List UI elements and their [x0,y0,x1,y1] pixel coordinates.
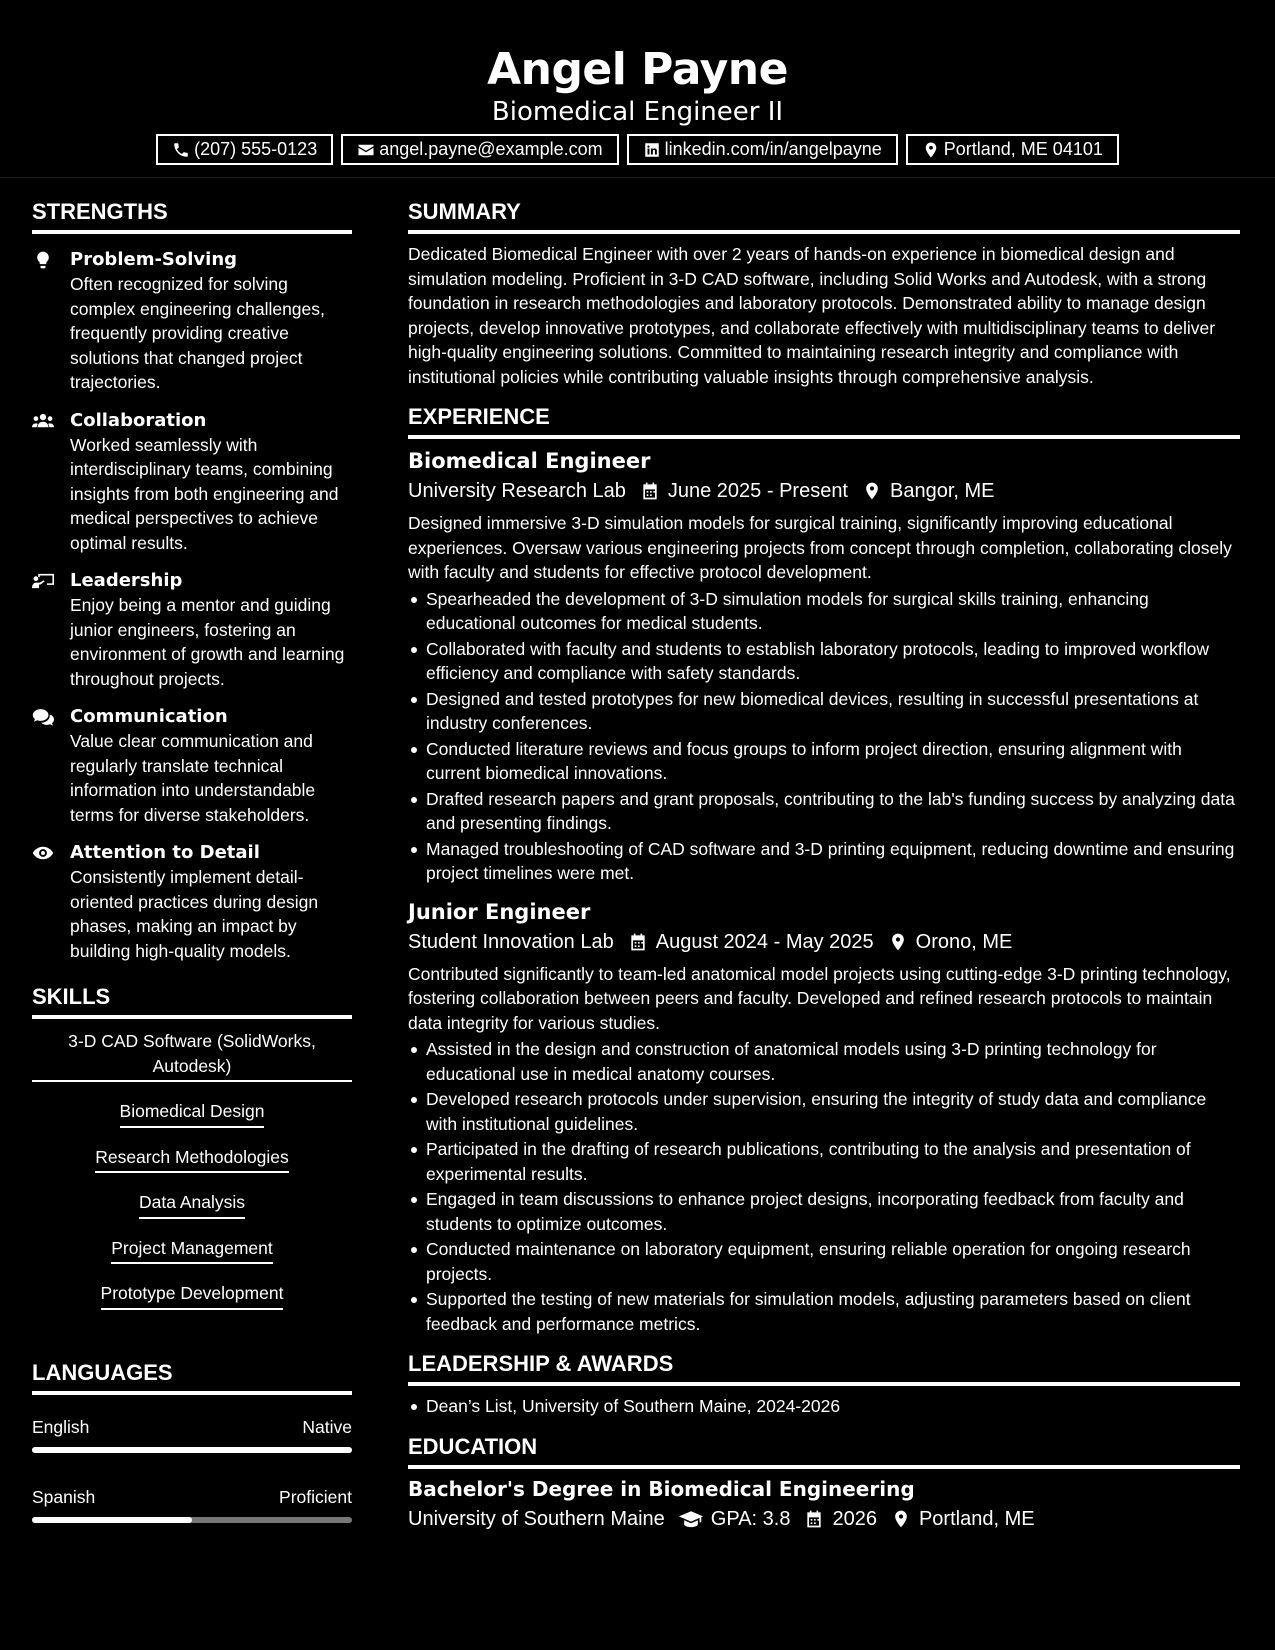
candidate-role: Biomedical Engineer II [491,97,784,127]
job-org: University Research Lab [408,480,626,502]
job-bullet: Drafted research papers and grant proposals, contributing to the lab's funding success by analyzing data and presenting findings. [408,787,1240,836]
job-bullet: Participated in the drafting of research publications, contributing to the analysis and presentation of experimental results. [408,1137,1240,1186]
location-pin-icon [891,1509,911,1529]
strength-desc: Enjoy being a mentor and guiding junior engineers, fostering an environment of growth and learning throughout projects. [70,595,345,689]
job-location: Orono, ME [915,930,1013,953]
job-bullets [408,587,1240,886]
language-item [32,1415,352,1453]
language-level: Native [302,1416,352,1437]
language-level: Proficient [279,1486,352,1507]
education-section [408,1433,1240,1533]
summary-heading: SUMMARY [408,198,1240,234]
gpa: GPA: 3.8 [710,1507,791,1530]
job-dates: June 2025 - Present [667,480,848,502]
languages-heading: LANGUAGES [32,1359,352,1395]
contact-email-text: angel.payne@example.com [379,139,603,159]
job-entry [408,447,1240,886]
skill-item: Biomedical Design [120,1099,265,1128]
strength-desc: Often recognized for solving complex engineering challenges, frequently providing creative solutions that changed project trajectories. [70,274,325,392]
location-pin-icon [888,932,908,952]
strength-item [32,705,352,827]
education-location: Portland, ME [918,1507,1035,1530]
calendar-icon [628,932,648,952]
skills-section [32,983,352,1327]
strength-desc: Value clear communication and regularly translate technical information into understandable terms for diverse stakeholders. [70,731,316,825]
job-bullet: Collaborated with faculty and students to establish laboratory protocols, leading to improved workflow efficiency and compliance with safety standards. [408,637,1240,686]
contact-linkedin-text: linkedin.com/in/angelpayne [664,139,882,159]
language-item [32,1485,352,1523]
job-title: Biomedical Engineer [408,449,651,473]
linkedin-icon [643,141,661,159]
strength-title: Leadership [70,570,183,591]
degree-title: Bachelor's Degree in Biomedical Engineering [408,1476,915,1501]
strength-item [32,248,352,395]
strengths-section [32,198,352,963]
envelope-icon [357,141,375,159]
chalkboard-teacher-icon [32,569,70,691]
skill-item: Project Management [111,1236,272,1265]
language-name: Spanish [32,1486,96,1507]
strength-desc: Worked seamlessly with interdisciplinary teams, combining insights from both engineering and medical perspectives to achieve optimal results. [70,434,339,553]
job-meta [408,928,1240,956]
strengths-heading: STRENGTHS [32,198,352,234]
summary-text: Dedicated Biomedical Engineer with over 2 years of hands-on experience in biomedical design and simulation modeling. Proficient in 3-D CAD software, including Solid Works and Autodesk, with a strong foundation in research methodologies and laboratory protocols. Demonstrated ability to manage design projects, develop innovative prototypes, and collaborate effectively with multidisciplinary teams to deliver high-quality engineering solutions. Committed to maintaining research integrity and compliance with institutional policies while contributing valuable insights through comprehensive analysis. [408,244,1216,387]
contact-email[interactable] [341,134,618,165]
job-dates: August 2024 - May 2025 [655,930,874,953]
skill-item: 3-D CAD Software (SolidWorks, Autodesk) [32,1029,352,1082]
location-pin-icon [862,481,882,501]
language-level-bar [32,1517,352,1523]
users-icon [32,409,70,556]
summary-section [408,198,1240,389]
graduation-cap-icon [679,1509,703,1529]
eye-icon [32,841,70,963]
job-description: Designed immersive 3-D simulation models for surgical training, significantly improving educational experiences. Oversaw various engineering projects from concept through completion, collaborating closely with faculty and students for effective protocol development. [408,513,1232,582]
contact-phone[interactable] [156,134,333,165]
job-bullet: Conducted literature reviews and focus groups to inform project direction, ensuring alignment with current biomedical innovations. [408,737,1240,786]
strength-item [32,569,352,691]
language-level-fill [32,1517,192,1523]
awards-list [408,1394,1240,1419]
language-name: English [32,1416,90,1437]
job-org: Student Innovation Lab [408,930,614,953]
job-location: Bangor, ME [890,480,995,502]
resume-header [0,0,1275,178]
language-level-bar [32,1447,352,1453]
contact-linkedin[interactable] [627,134,898,165]
languages-section [32,1359,352,1523]
job-bullet: Conducted maintenance on laboratory equipment, ensuring reliable operation for ongoing research projects. [408,1237,1240,1286]
candidate-name: Angel Payne [487,44,788,95]
calendar-icon [804,1509,824,1529]
strength-title: Attention to Detail [70,842,260,863]
job-description: Contributed significantly to team-led anatomical model projects using cutting-edge 3-D printing technology, fostering collaboration between peers and faculty. Developed and refined research protocols to maintain data integrity for various studies. [408,963,1231,1033]
chat-bubbles-icon [32,705,70,827]
job-bullet: Engaged in team discussions to enhance project designs, incorporating feedback from faculty and students to optimize outcomes. [408,1187,1240,1236]
contact-location[interactable] [906,134,1119,165]
skill-item: Research Methodologies [95,1145,289,1174]
contact-location-text: Portland, ME 04101 [943,139,1103,159]
lightbulb-icon [32,248,70,395]
experience-heading: EXPERIENCE [408,403,1240,439]
education-heading: EDUCATION [408,1433,1240,1469]
phone-icon [172,141,190,159]
strength-item [32,841,352,963]
graduation-year: 2026 [832,1507,877,1530]
skill-item: Prototype Development [101,1281,284,1310]
job-title: Junior Engineer [408,899,591,924]
job-bullet: Supported the testing of new materials for simulation models, adjusting parameters based on client feedback and performance metrics. [408,1287,1240,1336]
contact-phone-text: (207) 555-0123 [194,139,318,159]
job-bullet: Designed and tested prototypes for new biomedical devices, resulting in successful presentations at industry conferences. [408,687,1240,736]
education-meta [408,1505,1240,1533]
job-bullet: Managed troubleshooting of CAD software and 3-D printing equipment, reducing downtime and ensuring project timelines were met. [408,837,1240,886]
left-column [32,178,352,1523]
calendar-icon [640,481,660,501]
school-name: University of Southern Maine [408,1507,665,1530]
job-bullets [408,1037,1240,1336]
awards-heading: LEADERSHIP & AWARDS [408,1350,1240,1386]
location-pin-icon [922,141,940,159]
job-bullet: Developed research protocols under supervision, ensuring the integrity of study data and compliance with institutional guidelines. [408,1087,1240,1136]
job-bullet: Spearheaded the development of 3-D simulation models for surgical skills training, enhancing educational outcomes for medical students. [408,587,1240,636]
job-meta [408,477,1240,505]
award-item: Dean’s List, University of Southern Maine, 2024-2026 [408,1394,1240,1419]
awards-section [408,1350,1240,1419]
contact-bar [0,134,1275,165]
strength-title: Communication [70,706,228,727]
strength-title: Problem-Solving [70,249,238,270]
strength-item [32,409,352,556]
job-bullet: Assisted in the design and construction of anatomical models using 3-D printing technology for educational use in medical anatomy courses. [408,1037,1240,1086]
skills-heading: SKILLS [32,983,352,1019]
strength-desc: Consistently implement detail-oriented practices during design phases, making an impact by building high-quality models. [70,867,319,961]
language-level-fill [32,1447,352,1453]
job-entry [408,898,1240,1337]
experience-section [408,403,1240,1336]
strength-title: Collaboration [70,409,207,431]
skill-item: Data Analysis [139,1190,245,1219]
skills-list [32,1029,352,1327]
right-column [408,178,1240,1533]
